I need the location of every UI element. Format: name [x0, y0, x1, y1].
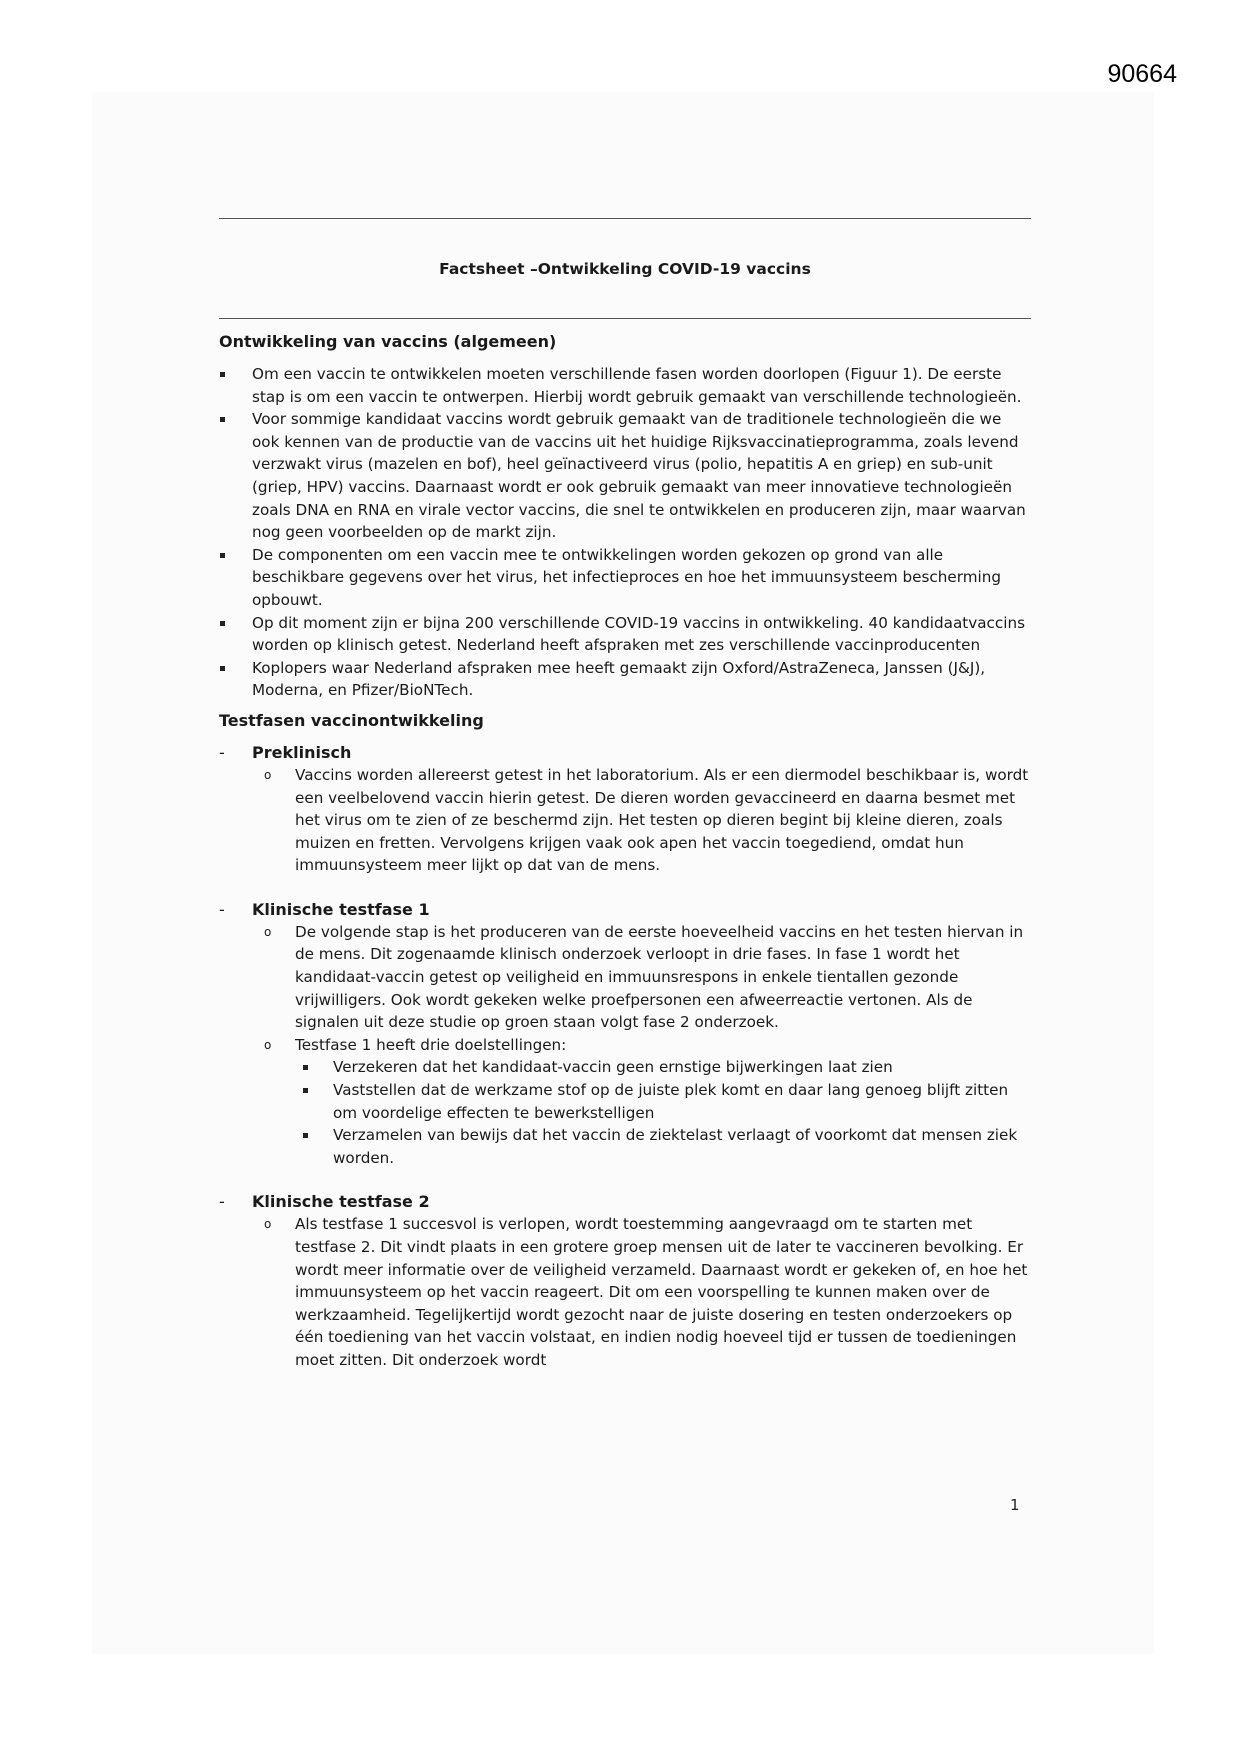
section-heading-test-phases: Testfasen vaccinontwikkeling	[219, 710, 484, 730]
phase-item-list	[219, 921, 1031, 1170]
page-number: 1	[1010, 1496, 1020, 1514]
phase-item-list	[219, 1213, 1031, 1371]
phase-item	[252, 764, 1031, 877]
bullet-item: Koplopers waar Nederland afspraken mee heeft gemaakt zijn Oxford/AstraZeneca, Janssen (J&J), Moderna, en Pfizer/BioNTech.	[219, 657, 1031, 702]
title-rule	[219, 318, 1031, 319]
phase-item-text: Testfase 1 heeft drie doelstellingen:	[295, 1035, 567, 1054]
phase-title-text: Klinische testfase 2	[252, 1192, 430, 1212]
phase-item-text: Als testfase 1 succesvol is verlopen, wordt toestemming aangevraagd om te starten met testfase 2. Dit vindt plaats in een grotere groep mensen uit de later te vaccineren bevolking. Er wordt meer informatie over de veiligheid verzameld. Daarnaast wordt er gekeken of, en hoe het immuunsysteem op het vaccin reageert. Dit om een voorspelling te kunnen maken over de werkzaamheid. Tegelijkertijd wordt gezocht naar de juiste dosering en testen onderzoekers op één toediening van het vaccin volstaat, en indien nodig hoeveel tijd er tussen de toedieningen moet zitten. Dit onderzoek wordt	[295, 1215, 1028, 1369]
section-heading-general: Ontwikkeling van vaccins (algemeen)	[219, 332, 557, 351]
bullet-item: Op dit moment zijn er bijna 200 verschillende COVID-19 vaccins in ontwikkeling. 40 kandidaatvaccins worden op klinisch getest. Nederland heeft afspraken met zes verschillende vaccinproducenten	[219, 612, 1031, 657]
goal-list	[295, 1056, 1031, 1169]
general-bullet-list	[219, 363, 1031, 702]
goal-item: Verzekeren dat het kandidaat-vaccin geen ernstige bijwerkingen laat zien	[295, 1056, 1031, 1079]
phase-item-text: De volgende stap is het produceren van de eerste hoeveelheid vaccins en het testen hiervan in de mens. Dit zogenaamde klinisch onderzoek verloopt in drie fases. In fase 1 wordt het kandidaat-vaccin getest op veiligheid en immuunsrespons in enkele tientallen gezonde vrijwilligers. Ook wordt gekeken welke proefpersonen een afweerreactie vertonen. Als de signalen uit deze studie op groen staan volgt fase 2 onderzoek.	[295, 922, 1024, 1032]
circle-marker: o	[264, 1217, 272, 1232]
circle-marker: o	[264, 767, 272, 782]
phase-title	[219, 1191, 1031, 1213]
phase-item	[252, 1034, 1031, 1170]
phase-title-text: Klinische testfase 1	[252, 899, 430, 919]
phase-title	[219, 742, 1031, 764]
document-id: 90664	[1107, 60, 1177, 88]
phase-preclinical	[219, 742, 1031, 877]
phase-title	[219, 899, 1031, 921]
bullet-item: Om een vaccin te ontwikkelen moeten verschillende fasen worden doorlopen (Figuur 1). De eerste stap is om een vaccin te ontwerpen. Hierbij wordt gebruik gemaakt van verschillende technologieën.	[219, 363, 1031, 408]
dash-marker: -	[219, 1192, 225, 1212]
phase-clinical-1	[219, 899, 1031, 1170]
bullet-item: Voor sommige kandidaat vaccins wordt gebruik gemaakt van de traditionele technologieën die we ook kennen van de productie van de vaccins uit het huidige Rijksvaccinatieprogramma, zoals levend verzwakt virus (mazelen en bof), heel geïnactiveerd virus (polio, hepatitis A en griep) en sub-unit (griep, HPV) vaccins. Daarnaast wordt er ook gebruik gemaakt van meer innovatieve technologieën zoals DNA en RNA en virale vector vaccins, die snel te ontwikkelen en produceren zijn, maar waarvan nog geen voorbeelden op de markt zijn.	[219, 408, 1031, 544]
document-title: Factsheet –Ontwikkeling COVID-19 vaccins	[439, 260, 811, 278]
dash-marker: -	[219, 899, 225, 919]
phase-item-list	[219, 764, 1031, 877]
dash-marker: -	[219, 742, 225, 762]
top-rule	[219, 218, 1031, 219]
phase-item-text: Vaccins worden allereerst getest in het laboratorium. Als er een diermodel beschikbaar is, wordt een veelbelovend vaccin hierin getest. De dieren worden gevaccineerd en daarna besmet met het virus om te zien of ze beschermd zijn. Het testen op dieren begint bij kleine dieren, zoals muizen en fretten. Vervolgens krijgen vaak ook apen het vaccin toegediend, omdat hun immuunsysteem meer lijkt op dat van de mens.	[295, 765, 1029, 875]
phase-title-text: Preklinisch	[252, 742, 352, 762]
phase-clinical-2	[219, 1191, 1031, 1371]
phase-item	[252, 1213, 1031, 1371]
goal-item: Verzamelen van bewijs dat het vaccin de ziektelast verlaagt of voorkomt dat mensen ziek worden.	[295, 1124, 1031, 1169]
circle-marker: o	[264, 1037, 272, 1052]
document-content	[219, 218, 1031, 1372]
phase-item	[252, 921, 1031, 1034]
circle-marker: o	[264, 924, 272, 939]
goal-item: Vaststellen dat de werkzame stof op de juiste plek komt en daar lang genoeg blijft zitten om voordelige effecten te bewerkstelligen	[295, 1079, 1031, 1124]
bullet-item: De componenten om een vaccin mee te ontwikkelingen worden gekozen op grond van alle beschikbare gegevens over het virus, het infectieproces en hoe het immuunsysteem bescherming opbouwt.	[219, 544, 1031, 612]
